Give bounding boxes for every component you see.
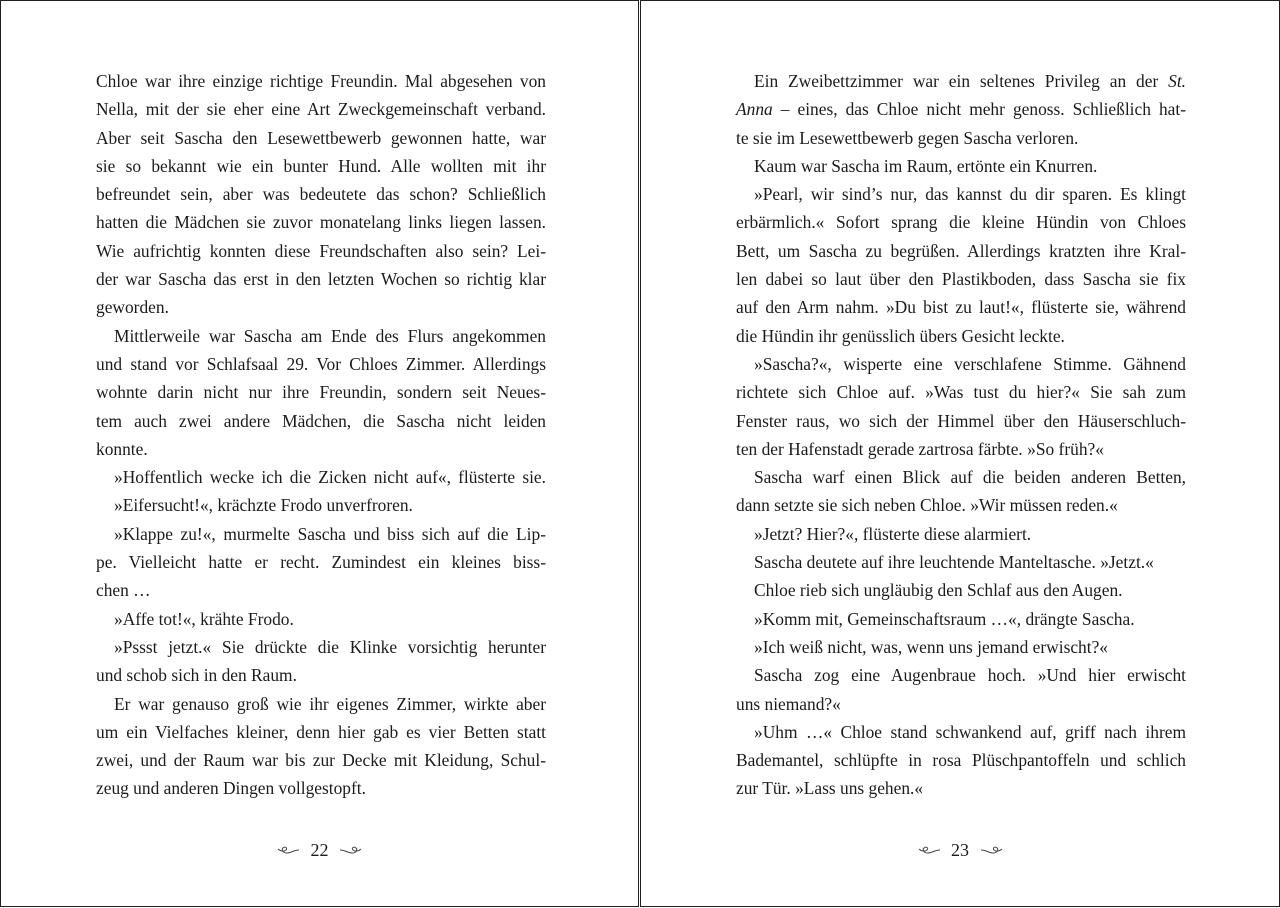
text-line: chen … (96, 580, 151, 601)
text-line: Mittlerweile war Sascha am Ende des Flurs angekommen (114, 325, 546, 346)
text-line: Ein Zweibettzimmer war ein seltenes Privileg an der St. (754, 71, 1186, 91)
text-line: »Ich weiß nicht, was, wenn uns jemand erwischt?« (754, 636, 1108, 657)
text-line: der war Sascha das erst in den letzten Wochen so richtig klar (96, 269, 546, 290)
left-page-text (96, 67, 546, 803)
text-line: pe. Vielleicht hatte er recht. Zumindest ein kleines biss- (96, 552, 546, 573)
text-line: richtete sich Chloe auf. »Was tust du hier?« Sie sah zum (736, 382, 1186, 403)
text-line: uns niemand?« (736, 693, 841, 714)
text-line: zwei, und der Raum war bis zur Decke mit Kleidung, Schul- (96, 750, 546, 771)
text-line: zeug und anderen Dingen vollgestopft. (96, 778, 366, 799)
text-line: Sascha zog eine Augenbraue hoch. »Und hier erwischt (754, 665, 1186, 686)
text-line: zur Tür. »Lass uns gehen.« (736, 778, 924, 799)
text-line: und schob sich in den Raum. (96, 665, 297, 686)
page-number-right: 23 (951, 839, 969, 860)
text-line: konnte. (96, 438, 148, 459)
text-line: befreundet sein, aber was bedeutete das schon? Schließlich (96, 184, 546, 205)
text-line: Bett, um Sascha zu begrüßen. Allerdings kratzten ihre Kral- (736, 240, 1186, 261)
text-line: Nella, mit der sie eher eine Art Zweckgemeinschaft verband. (96, 99, 546, 120)
right-page-folio (641, 833, 1279, 863)
text-line: Wie aufrichtig konnten diese Freundschaften also sein? Lei- (96, 240, 546, 261)
text-line: und stand vor Schlafsaal 29. Vor Chloes Zimmer. Allerdings (96, 353, 546, 374)
italic-text: St. (1168, 71, 1186, 91)
text-line: hatten die Mädchen sie zuvor monatelang links liegen lassen. (96, 212, 546, 233)
text-line: len dabei so laut über den Plastikboden, dass Sascha sie fix (736, 269, 1186, 290)
text-line: »Klappe zu!«, murmelte Sascha und biss sich auf die Lip- (114, 523, 546, 544)
text-line: te sie im Lesewettbewerb gegen Sascha verloren. (736, 127, 1079, 148)
text-line: die Hündin ihr genüsslich übers Gesicht leckte. (736, 325, 1065, 346)
text-line: »Hoffentlich wecke ich die Zicken nicht auf«, flüsterte sie. (114, 467, 546, 488)
right-flourish-icon (979, 844, 1005, 856)
text-line: »Affe tot!«, krähte Frodo. (114, 608, 294, 629)
text-line: Sascha warf einen Blick auf die beiden anderen Betten, (754, 467, 1186, 488)
text-line: »Sascha?«, wisperte eine verschlafene Stimme. Gähnend (754, 353, 1186, 374)
text-line: geworden. (96, 297, 169, 318)
text-line: Kaum war Sascha im Raum, ertönte ein Knurren. (754, 155, 1098, 176)
text-line: um ein Vielfaches kleiner, denn hier gab es vier Betten statt (96, 721, 546, 742)
text-line: »Komm mit, Gemeinschaftsraum …«, drängte Sascha. (754, 608, 1135, 629)
text-line: »Uhm …« Chloe stand schwankend auf, griff nach ihrem (754, 721, 1186, 742)
text-line: »Pssst jetzt.« Sie drückte die Klinke vorsichtig herunter (114, 636, 546, 657)
text-line: »Eifersucht!«, krächzte Frodo unverfroren. (114, 495, 413, 516)
text-line: Bademantel, schlüpfte in rosa Plüschpantoffeln und schlich (736, 750, 1186, 771)
text-line: Chloe rieb sich ungläubig den Schlaf aus den Augen. (754, 580, 1123, 601)
text-line: sie so bekannt wie ein bunter Hund. Alle wollten mit ihr (96, 155, 546, 176)
text-line: Chloe war ihre einzige richtige Freundin. Mal abgesehen von (96, 71, 546, 91)
italic-text: Anna (736, 99, 773, 120)
left-page (0, 0, 639, 907)
text-line: wohnte darin nicht nur ihre Freundin, sondern seit Neues- (96, 382, 546, 403)
right-flourish-icon (338, 844, 364, 856)
text-line: Sascha deutete auf ihre leuchtende Manteltasche. »Jetzt.« (754, 552, 1154, 573)
text-line: »Pearl, wir sind’s nur, das kannst du dir sparen. Es klingt (754, 184, 1186, 205)
text-line: »Jetzt? Hier?«, flüsterte diese alarmiert. (754, 523, 1032, 544)
text-line: erbärmlich.« Sofort sprang die kleine Hündin von Chloes (736, 212, 1186, 233)
right-page-text (736, 67, 1186, 803)
text-line: ten der Hafenstadt gerade zartrosa färbte. »So früh?« (736, 438, 1104, 459)
text-line: Aber seit Sascha den Lesewettbewerb gewonnen hatte, war (96, 127, 546, 148)
text-line: Fenster raus, wo sich der Himmel über den Häuserschluch- (736, 410, 1186, 431)
text-line: tem auch zwei andere Mädchen, die Sascha nicht leiden (96, 410, 546, 431)
left-page-folio (1, 833, 638, 863)
page-number-left: 22 (310, 839, 329, 860)
text-line: Anna – eines, das Chloe nicht mehr genoss. Schließlich hat- (736, 99, 1186, 120)
text-line: Er war genauso groß wie ihr eigenes Zimmer, wirkte aber (114, 693, 546, 714)
text-line: dann setzte sie sich neben Chloe. »Wir müssen reden.« (736, 495, 1118, 516)
text-line: auf den Arm nahm. »Du bist zu laut!«, flüsterte sie, während (736, 297, 1186, 318)
left-flourish-icon (275, 844, 301, 856)
left-flourish-icon (916, 844, 942, 856)
right-page (640, 0, 1280, 907)
